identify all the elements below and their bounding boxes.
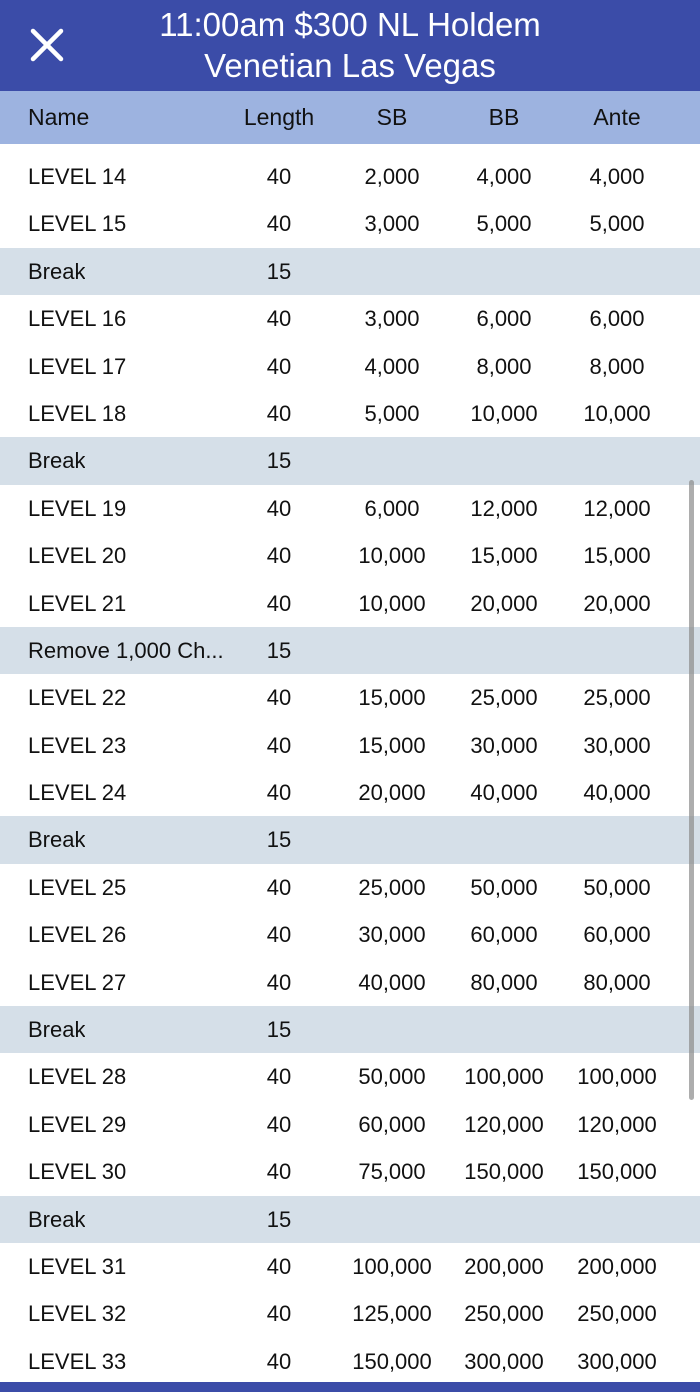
cell-name: LEVEL 16: [28, 306, 127, 332]
cell-sb: 40,000: [358, 969, 426, 995]
cell-sb: 4,000: [364, 353, 420, 379]
cell-bb: 30,000: [470, 732, 538, 758]
cell-ante: 20,000: [583, 590, 651, 616]
cell-bb: 12,000: [470, 495, 538, 521]
cell-length: 15: [266, 637, 292, 663]
cell-sb: 10,000: [358, 590, 426, 616]
cell-sb: 50,000: [358, 1064, 426, 1090]
cell-ante: 4,000: [589, 164, 645, 189]
level-row[interactable]: [0, 1243, 700, 1290]
level-row[interactable]: [0, 959, 700, 1006]
level-row[interactable]: [0, 674, 700, 721]
cell-name: LEVEL 19: [28, 495, 127, 521]
cell-bb: 250,000: [464, 1301, 544, 1327]
cell-bb: 200,000: [464, 1253, 544, 1279]
cell-length: 15: [266, 1017, 292, 1043]
cell-name: LEVEL 32: [28, 1301, 127, 1327]
cell-bb: 300,000: [464, 1348, 544, 1374]
level-row[interactable]: [0, 153, 700, 200]
cell-sb: 5,000: [364, 400, 420, 426]
cell-name: LEVEL 33: [28, 1348, 127, 1374]
break-row[interactable]: [0, 1006, 700, 1053]
table-header: [0, 91, 700, 144]
level-row[interactable]: [0, 864, 700, 911]
column-header-sb: SB: [376, 104, 408, 130]
cell-length: 40: [266, 1301, 292, 1327]
level-row[interactable]: [0, 1290, 700, 1337]
cell-length: 40: [266, 922, 292, 948]
cell-ante: 30,000: [583, 732, 651, 758]
cell-length: 40: [266, 543, 292, 569]
cell-bb: 10,000: [470, 400, 538, 426]
level-row[interactable]: [0, 722, 700, 769]
cell-name: LEVEL 30: [28, 1159, 127, 1185]
level-row[interactable]: [0, 343, 700, 390]
page-title: [90, 4, 610, 86]
cell-sb: 150,000: [352, 1348, 432, 1374]
cell-sb: 2,000: [364, 164, 420, 189]
cell-name: LEVEL 29: [28, 1111, 127, 1137]
cell-bb: 6,000: [476, 306, 532, 332]
cell-bb: 20,000: [470, 590, 538, 616]
cell-ante: 300,000: [577, 1348, 657, 1374]
cell-ante: 10,000: [583, 400, 651, 426]
level-row[interactable]: [0, 1101, 700, 1148]
cell-bb: 120,000: [464, 1111, 544, 1137]
cell-ante: 5,000: [589, 211, 645, 237]
cell-length: 40: [266, 164, 292, 189]
cell-name: Break: [28, 1206, 86, 1232]
cell-ante: 12,000: [583, 495, 651, 521]
column-header-ante: Ante: [593, 104, 641, 130]
cell-length: 40: [266, 1348, 292, 1374]
level-row[interactable]: [0, 1053, 700, 1100]
level-row[interactable]: [0, 532, 700, 579]
level-row[interactable]: [0, 911, 700, 958]
cell-name: LEVEL 31: [28, 1253, 127, 1279]
cell-length: 40: [266, 1253, 292, 1279]
cell-length: 40: [266, 1111, 292, 1137]
level-row[interactable]: [0, 295, 700, 342]
level-row[interactable]: [0, 580, 700, 627]
cell-name: LEVEL 27: [28, 969, 127, 995]
column-header-name: Name: [28, 104, 90, 130]
cell-sb: 125,000: [352, 1301, 432, 1327]
blind-levels-list[interactable]: [0, 153, 700, 1385]
close-icon: [22, 20, 72, 70]
bottom-bar: [0, 1382, 700, 1392]
level-row[interactable]: [0, 390, 700, 437]
cell-name: LEVEL 25: [28, 874, 127, 900]
cell-sb: 100,000: [352, 1253, 432, 1279]
cell-length: 40: [266, 780, 292, 806]
level-row[interactable]: [0, 1338, 700, 1385]
level-row[interactable]: [0, 485, 700, 532]
cell-name: LEVEL 28: [28, 1064, 127, 1090]
cell-ante: 200,000: [577, 1253, 657, 1279]
cell-length: 40: [266, 1159, 292, 1185]
cell-name: Break: [28, 448, 86, 474]
cell-name: LEVEL 20: [28, 543, 127, 569]
cell-ante: 25,000: [583, 685, 651, 711]
cell-length: 40: [266, 211, 292, 237]
cell-bb: 150,000: [464, 1159, 544, 1185]
cell-name: LEVEL 17: [28, 353, 127, 379]
cell-name: Break: [28, 1017, 86, 1043]
cell-ante: 150,000: [577, 1159, 657, 1185]
cell-ante: 80,000: [583, 969, 651, 995]
cell-name: Break: [28, 827, 86, 853]
cell-ante: 15,000: [583, 543, 651, 569]
cell-bb: 4,000: [476, 164, 532, 189]
cell-ante: 50,000: [583, 874, 651, 900]
close-button[interactable]: [22, 20, 72, 70]
cell-ante: 60,000: [583, 922, 651, 948]
cell-name: LEVEL 21: [28, 590, 127, 616]
cell-length: 15: [266, 258, 292, 284]
cell-sb: 15,000: [358, 685, 426, 711]
break-row[interactable]: [0, 1196, 700, 1243]
cell-bb: 100,000: [464, 1064, 544, 1090]
cell-name: LEVEL 15: [28, 211, 127, 237]
break-row[interactable]: [0, 437, 700, 484]
cell-sb: 3,000: [364, 211, 420, 237]
scrollbar[interactable]: [689, 480, 694, 1100]
column-header-bb: BB: [488, 104, 520, 130]
cell-length: 40: [266, 353, 292, 379]
cell-length: 40: [266, 306, 292, 332]
cell-bb: 15,000: [470, 543, 538, 569]
cell-length: 40: [266, 874, 292, 900]
level-row[interactable]: [0, 769, 700, 816]
cell-ante: 120,000: [577, 1111, 657, 1137]
cell-sb: 20,000: [358, 780, 426, 806]
cell-name: Break: [28, 258, 86, 284]
break-row[interactable]: [0, 248, 700, 295]
cell-name: LEVEL 14: [28, 164, 127, 189]
cell-sb: 25,000: [358, 874, 426, 900]
cell-length: 40: [266, 1064, 292, 1090]
title-line-2: Venetian Las Vegas: [204, 47, 496, 84]
cell-length: 40: [266, 732, 292, 758]
cell-length: 40: [266, 400, 292, 426]
cell-name: Remove 1,000 Ch...: [28, 637, 224, 663]
cell-length: 40: [266, 969, 292, 995]
cell-length: 40: [266, 495, 292, 521]
cell-bb: 80,000: [470, 969, 538, 995]
cell-name: LEVEL 26: [28, 922, 127, 948]
cell-bb: 8,000: [476, 353, 532, 379]
level-row[interactable]: [0, 200, 700, 247]
cell-ante: 250,000: [577, 1301, 657, 1327]
title-line-1: 11:00am $300 NL Holdem: [159, 6, 541, 43]
cell-length: 15: [266, 448, 292, 474]
break-row[interactable]: [0, 627, 700, 674]
cell-bb: 40,000: [470, 780, 538, 806]
cell-sb: 10,000: [358, 543, 426, 569]
cell-ante: 8,000: [589, 353, 645, 379]
cell-ante: 40,000: [583, 780, 651, 806]
cell-sb: 30,000: [358, 922, 426, 948]
cell-name: LEVEL 18: [28, 400, 127, 426]
cell-sb: 60,000: [358, 1111, 426, 1137]
cell-name: LEVEL 22: [28, 685, 127, 711]
cell-sb: 15,000: [358, 732, 426, 758]
column-header-length: Length: [243, 104, 315, 130]
cell-length: 40: [266, 685, 292, 711]
cell-ante: 100,000: [577, 1064, 657, 1090]
cell-bb: 60,000: [470, 922, 538, 948]
cell-length: 15: [266, 827, 292, 853]
cell-sb: 6,000: [364, 495, 420, 521]
cell-bb: 5,000: [476, 211, 532, 237]
cell-ante: 6,000: [589, 306, 645, 332]
cell-sb: 3,000: [364, 306, 420, 332]
cell-name: LEVEL 23: [28, 732, 127, 758]
cell-length: 40: [266, 590, 292, 616]
level-row[interactable]: [0, 1148, 700, 1195]
cell-length: 15: [266, 1206, 292, 1232]
cell-bb: 50,000: [470, 874, 538, 900]
cell-name: LEVEL 24: [28, 780, 127, 806]
break-row[interactable]: [0, 816, 700, 863]
title-bar: [0, 0, 700, 91]
cell-sb: 75,000: [358, 1159, 426, 1185]
cell-bb: 25,000: [470, 685, 538, 711]
